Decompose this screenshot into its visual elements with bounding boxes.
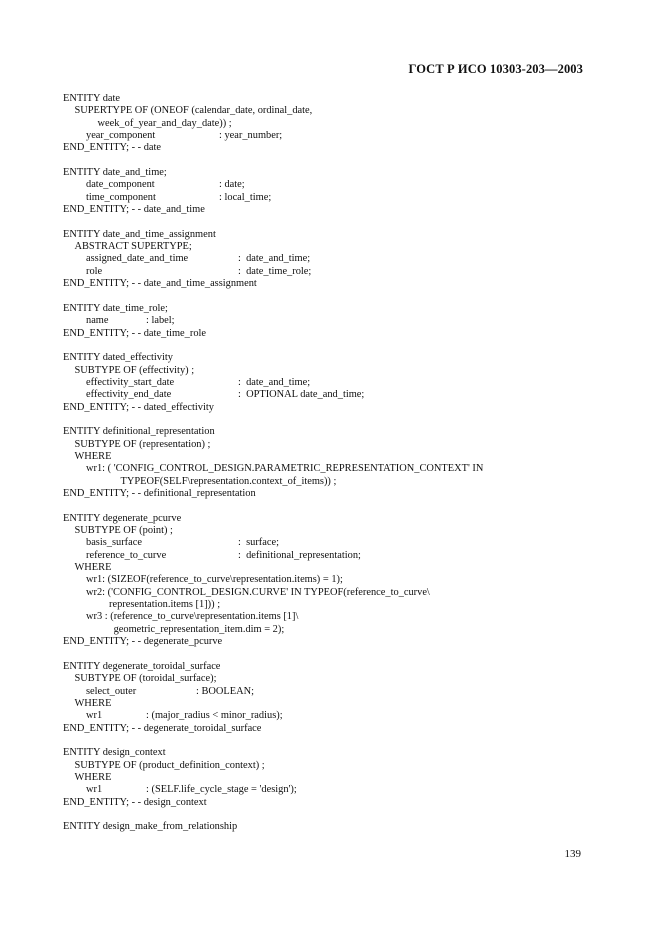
code-line [63,488,593,500]
code-text: WHERE [74,697,112,709]
code-line [63,315,593,327]
code-line [63,784,593,796]
blank-line [63,500,593,512]
code-text: effectivity_start_date [86,376,175,388]
code-line [63,426,593,438]
code-line [63,253,593,265]
code-line [63,587,593,599]
code-text: ENTITY date_and_time_assignment [63,228,216,240]
code-text: wr2: ('CONFIG_CONTROL_DESIGN.CURVE' IN TYPEOF(reference_to_curve\ [86,586,430,598]
code-line [63,93,593,105]
code-text: representation.items [1])) ; [109,599,221,611]
code-line [63,241,593,253]
code-text: END_ENTITY; - - degenerate_toroidal_surface [63,722,262,734]
code-line [63,130,593,142]
code-type: : (major_radius < minor_radius); [146,710,283,722]
code-line [63,105,593,117]
code-line [63,513,593,525]
code-text: SUBTYPE OF (effectivity) ; [74,364,195,376]
code-text: TYPEOF(SELF\representation.context_of_items)) ; [120,475,337,487]
code-text: time_component [86,191,156,203]
blank-line [63,414,593,426]
code-text: SUBTYPE OF (product_definition_context) ; [74,759,265,771]
code-line [63,266,593,278]
blank-line [63,809,593,821]
code-text: SUPERTYPE OF (ONEOF (calendar_date, ordinal_date, [74,105,313,117]
code-line [63,118,593,130]
code-text: END_ENTITY; - - definitional_representation [63,488,256,499]
code-line [63,821,593,833]
code-line [63,760,593,772]
code-text: ENTITY date_time_role; [63,302,168,314]
code-line [63,723,593,735]
code-text: WHERE [74,562,112,574]
code-text: END_ENTITY; - - degenerate_pcurve [63,636,223,648]
code-text: SUBTYPE OF (point) ; [74,525,173,537]
code-type: : surface; [238,537,279,549]
code-line [63,192,593,204]
code-text: ENTITY degenerate_pcurve [63,512,182,524]
code-text: week_of_year_and_day_date)) ; [97,117,232,129]
code-line [63,525,593,537]
code-text: ENTITY date_and_time; [63,167,167,179]
code-text: effectivity_end_date [86,389,172,401]
code-text: ENTITY degenerate_toroidal_surface [63,660,221,672]
blank-line [63,216,593,228]
code-text: date_component [86,179,155,191]
code-line [63,661,593,673]
code-text: ENTITY design_context [63,747,166,759]
code-text: ENTITY design_make_from_relationship [63,821,238,833]
code-line [63,562,593,574]
code-text: ENTITY date [63,93,121,104]
code-line [63,537,593,549]
code-line [63,611,593,623]
code-line [63,797,593,809]
code-type: : local_time; [219,191,272,203]
code-line [63,167,593,179]
code-line [63,328,593,340]
code-line [63,686,593,698]
code-text: assigned_date_and_time [86,253,189,265]
code-text: END_ENTITY; - - date_and_time_assignment [63,278,257,290]
code-line [63,747,593,759]
code-text: SUBTYPE OF (representation) ; [74,438,211,450]
code-text: WHERE [74,450,112,462]
code-text: END_ENTITY; - - date_time_role [63,327,207,339]
code-text: END_ENTITY; - - dated_effectivity [63,401,214,413]
code-line [63,574,593,586]
code-line [63,402,593,414]
code-line [63,179,593,191]
code-line [63,365,593,377]
blank-line [63,291,593,303]
code-line [63,303,593,315]
code-text: geometric_representation_item.dim = 2); [113,623,285,635]
code-line [63,599,593,611]
blank-line [63,340,593,352]
code-line [63,142,593,154]
blank-line [63,648,593,660]
code-text: WHERE [74,771,112,783]
code-type: : date_and_time; [238,253,311,265]
code-type: : label; [146,315,175,327]
code-line [63,439,593,451]
code-line [63,624,593,636]
code-text: basis_surface [86,537,142,549]
code-line [63,710,593,722]
code-type: : (SELF.life_cycle_stage = 'design'); [146,784,297,796]
code-line [63,352,593,364]
code-type: : date_and_time; [238,376,311,388]
page-number: 139 [564,848,581,860]
code-line [63,389,593,401]
code-line [63,463,593,475]
code-text: ENTITY dated_effectivity [63,352,173,364]
code-text: END_ENTITY; - - design_context [63,796,207,808]
code-type: : date; [219,179,245,191]
code-text: role [86,265,103,277]
code-line [63,278,593,290]
code-line [63,636,593,648]
code-line [63,451,593,463]
code-text: ENTITY definitional_representation [63,426,215,438]
code-text: wr1 [86,710,103,722]
code-type: : BOOLEAN; [196,685,255,697]
code-line [63,673,593,685]
code-text: wr1: ( 'CONFIG_CONTROL_DESIGN.PARAMETRIC_REPRESENTATION_CONTEXT' IN [86,463,484,475]
code-line [63,204,593,216]
code-line [63,229,593,241]
code-line [63,550,593,562]
code-type: : definitional_representation; [238,549,361,561]
code-type: : year_number; [219,130,283,142]
blank-line [63,155,593,167]
code-text: SUBTYPE OF (toroidal_surface); [74,673,217,685]
code-text: END_ENTITY; - - date [63,142,162,154]
code-text: wr3 : (reference_to_curve\representation.items [1]\ [86,611,299,623]
code-text: END_ENTITY; - - date_and_time [63,204,205,216]
code-line [63,698,593,710]
code-line [63,377,593,389]
code-text: wr1 [86,784,103,796]
code-listing [63,93,593,834]
code-type: : OPTIONAL date_and_time; [238,389,365,401]
code-text: reference_to_curve [86,549,167,561]
document-header: ГОСТ Р ИСО 10303-203—2003 [408,62,583,76]
code-text: name [86,315,109,327]
code-text: select_outer [86,685,137,697]
code-text: ABSTRACT SUPERTYPE; [74,241,192,253]
code-text: wr1: (SIZEOF(reference_to_curve\representation.items) = 1); [86,574,343,586]
code-type: : date_time_role; [238,265,312,277]
code-text: year_component [86,130,156,142]
code-line [63,476,593,488]
code-line [63,772,593,784]
blank-line [63,735,593,747]
